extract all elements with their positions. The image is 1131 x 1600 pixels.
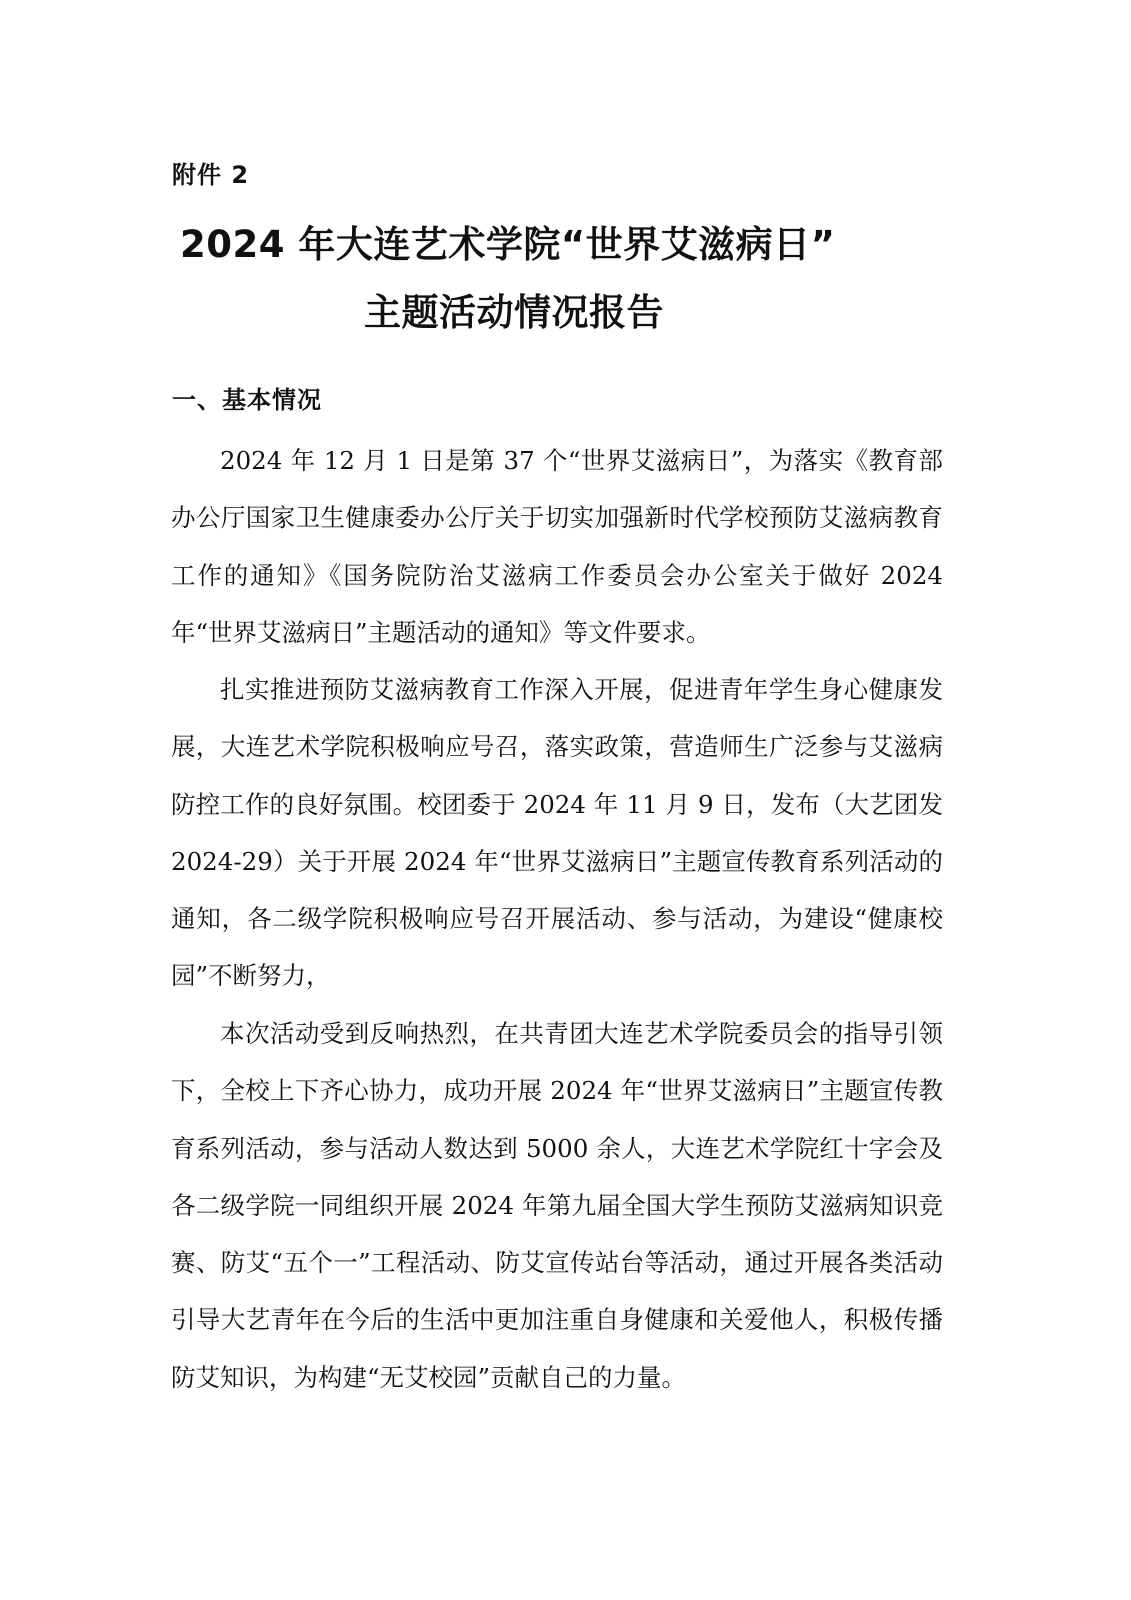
document-title-line-2: 主题活动情况报告 (364, 291, 664, 334)
body-paragraph-2: 扎实推进预防艾滋病教育工作深入开展，促进青年学生身心健康发展，大连艺术学院积极响应号召，落实政策，营造师生广泛参与艾滋病防控工作的良好氛围。校团委于 2024 年 11 月 9 日，发布（大艺团发 2024-29）关于开展 2024 年“世界艾滋病日”主题宣传教育系列活动的通知，各二级学院积极响应号召开展活动、参与活动，为建设“健康校园”不断努力， (171, 675, 943, 991)
body-paragraph-3: 本次活动受到反响热烈，在共青团大连艺术学院委员会的指导引领下，全校上下齐心协力，成功开展 2024 年“世界艾滋病日”主题宣传教育系列活动，参与活动人数达到 5000 余人，大连艺术学院红十字会及各二级学院一同组织开展 2024 年第九届全国大学生预防艾滋病知识竞赛、防艾“五个一”工程活动、防艾宣传站台等活动，通过开展各类活动引导大艺青年在今后的生活中更加注重自身健康和关爱他人，积极传播防艾知识，为构建“无艾校园”贡献自己的力量。 (171, 1019, 943, 1392)
document-title-line-1: 2024 年大连艺术学院“世界艾滋病日” (180, 223, 836, 266)
body-paragraph-1: 2024 年 12 月 1 日是第 37 个“世界艾滋病日”，为落实《教育部办公厅国家卫生健康委办公厅关于切实加强新时代学校预防艾滋病教育工作的通知》《国务院防治艾滋病工作委员会办公室关于做好 2024 年“世界艾滋病日”主题活动的通知》等文件要求。 (171, 446, 943, 647)
section-heading: 一、基本情况 (172, 386, 322, 414)
attachment-label: 附件 2 (172, 161, 250, 189)
